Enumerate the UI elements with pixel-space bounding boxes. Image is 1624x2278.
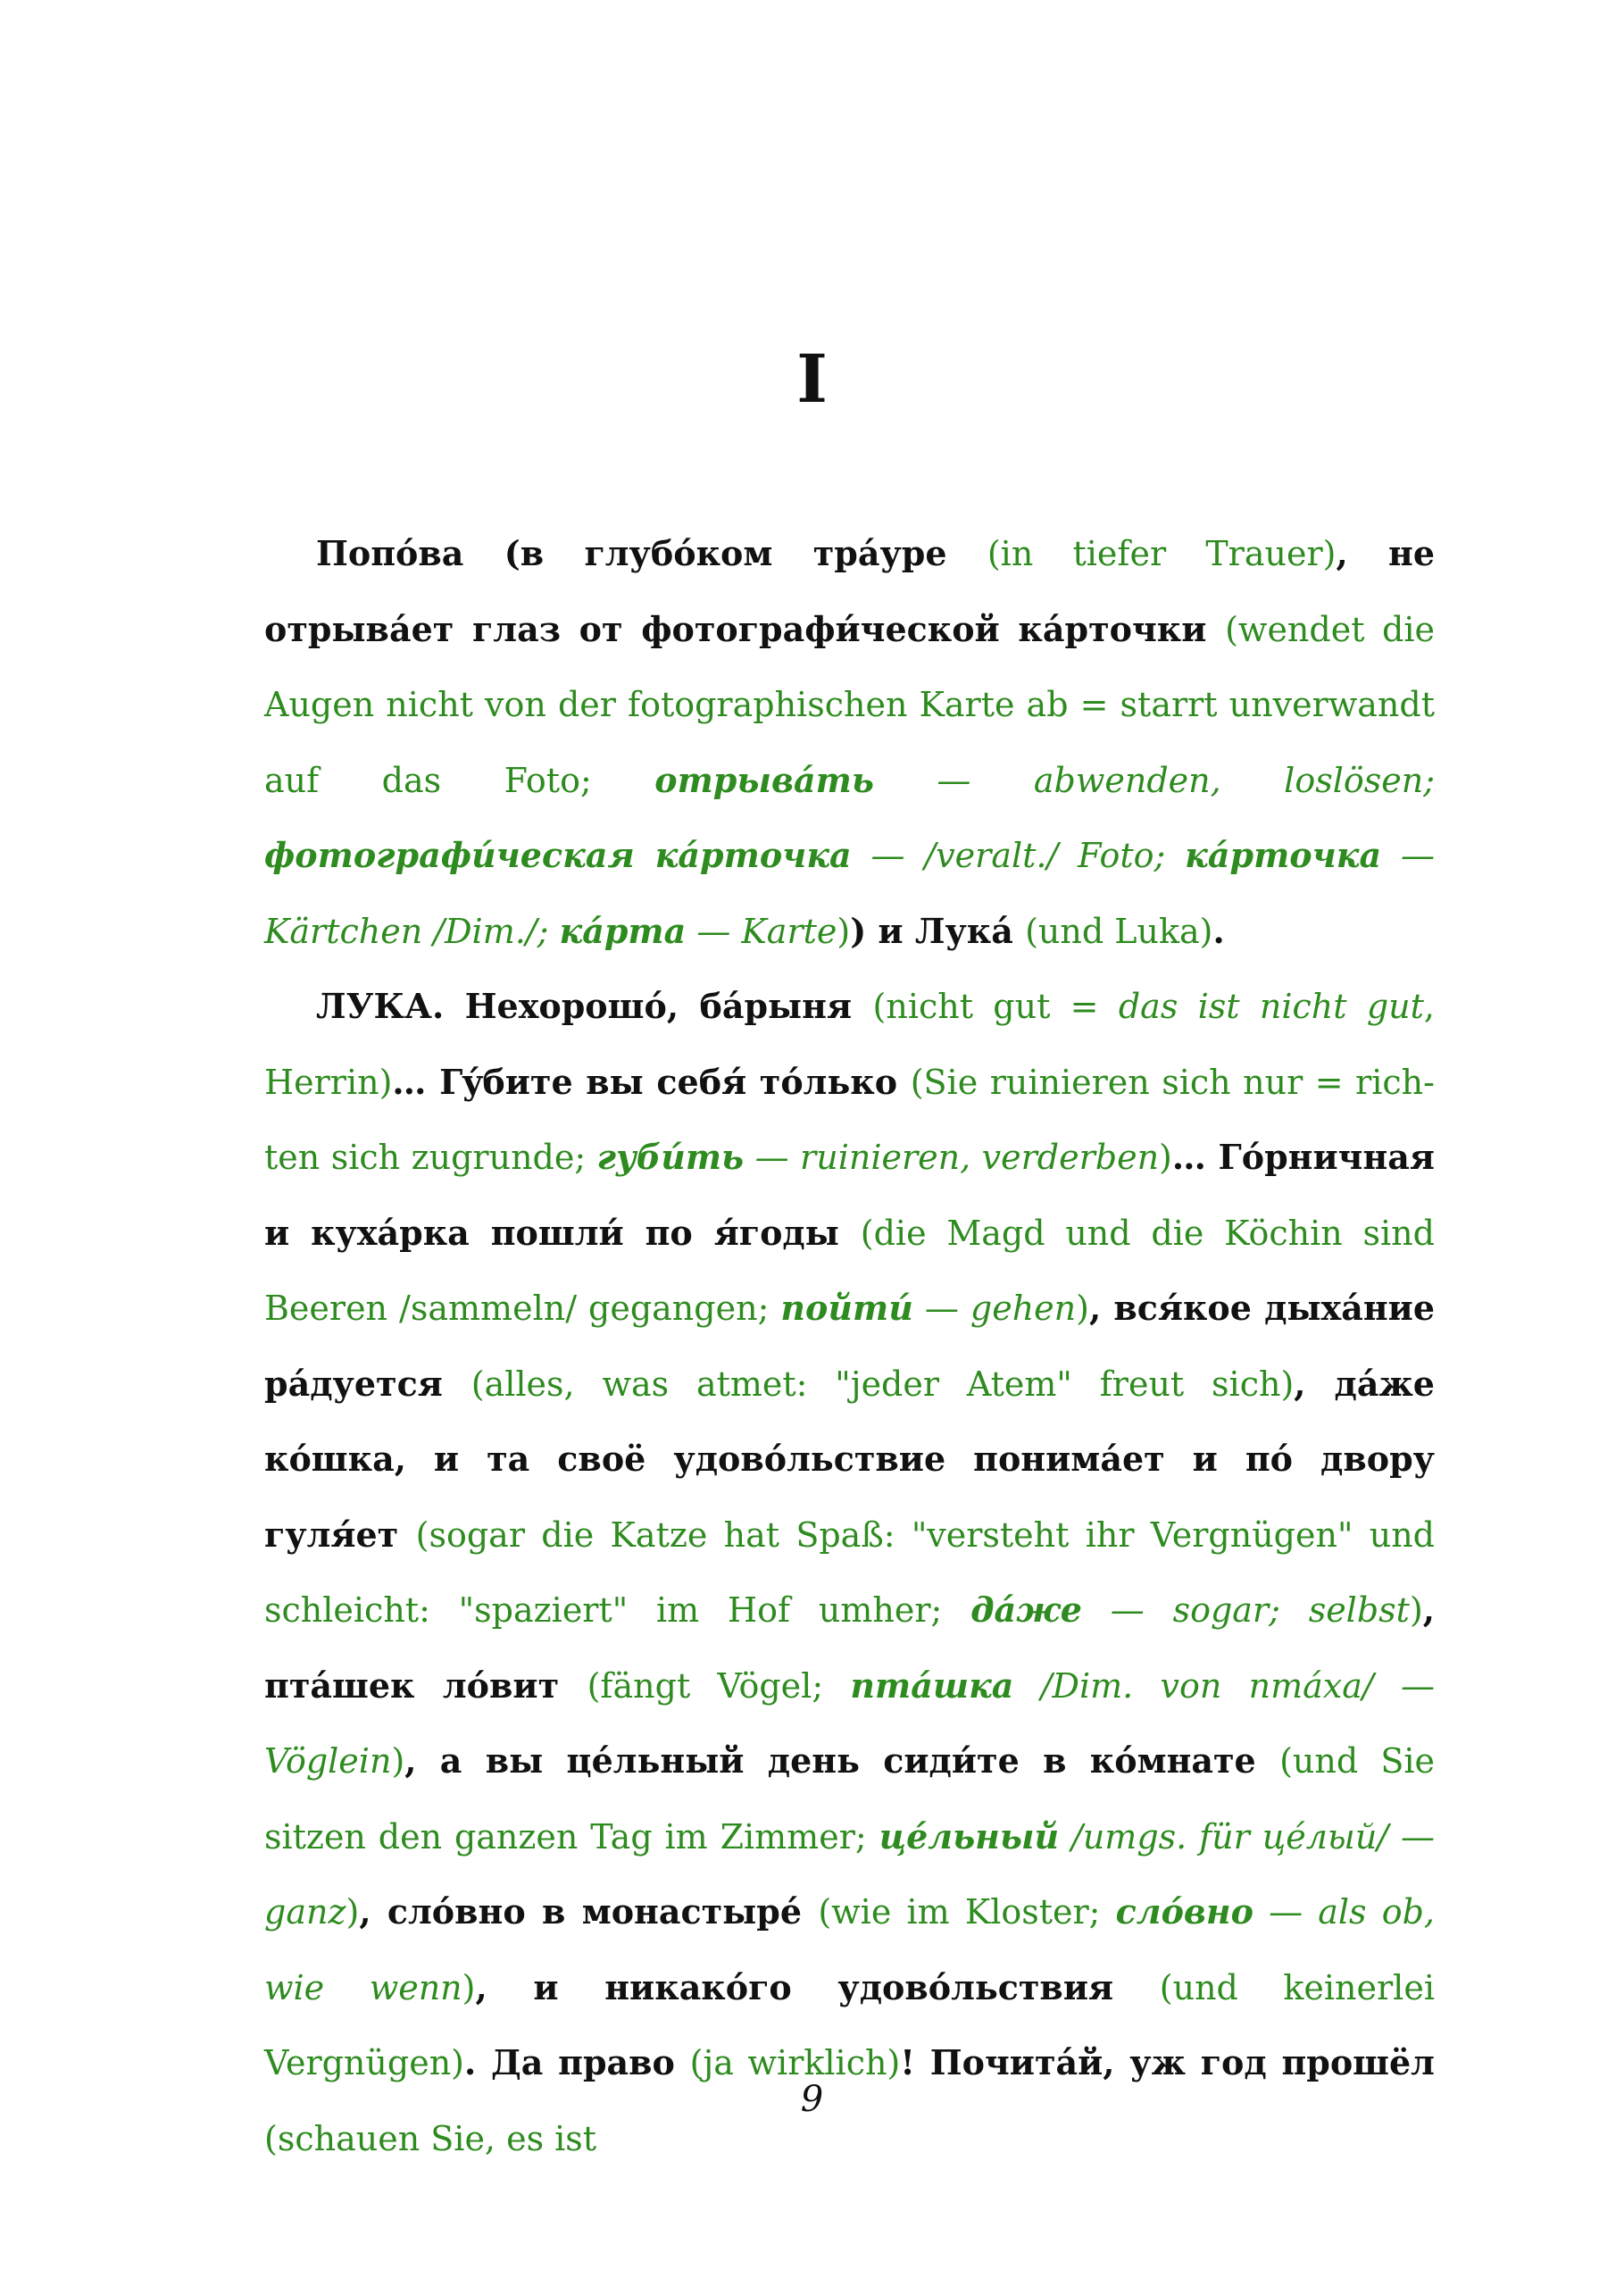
translation-text: — /veralt./ Foto;: [851, 836, 1186, 875]
russian-text: , вся́кое дыхáние рáдуется: [264, 1288, 1435, 1404]
translation-text: — Karte: [686, 911, 837, 951]
russian-text: , и никакóго удовóльствия: [475, 1966, 1160, 2007]
translation-text: — Kärtchen /Dim./;: [264, 836, 1435, 951]
translation-keyword: кáрточка: [1185, 835, 1382, 875]
chapter-heading: I: [796, 341, 828, 418]
translation-text: (fängt Vögel;: [587, 1665, 851, 1706]
translation-text: (und Sie sitzen den ganzen Tag im Zimmer;: [264, 1741, 1435, 1857]
translation-text: — als ob, wie wenn: [264, 1892, 1435, 2007]
translation-text: (Sie ruinieren sich nur = richten sich zugrunde;: [264, 1062, 1435, 1177]
translation-keyword: кáрта: [559, 910, 687, 951]
translation-text: — abwenden, loslösen;: [873, 760, 1435, 800]
russian-text: … Гýбите вы себя́ тóлько: [392, 1061, 911, 1102]
russian-text: , а вы цéльный день сиди́те в кóмнате: [404, 1740, 1280, 1781]
russian-text: , дáже кóшка, и та своё удовóльствие понимáет и пó двору гуля́ет: [264, 1363, 1435, 1555]
translation-keyword: пойти́: [780, 1288, 913, 1328]
translation-text: ): [346, 1892, 360, 1932]
russian-text: ) и Лукá: [850, 910, 1026, 951]
translation-keyword: цéльный: [879, 1815, 1060, 1857]
translation-text: (in tiefer Trauer): [987, 534, 1337, 573]
paragraph-luka: [264, 969, 1435, 2176]
translation-text: ): [1409, 1590, 1423, 1630]
russian-text: .: [1212, 910, 1225, 951]
text-block: [264, 516, 1435, 2176]
russian-text: , слóвно в монастырé: [359, 1891, 819, 1932]
translation-text: ): [462, 1967, 476, 2007]
translation-text: /Dim. von птáха/ — Vöglein: [264, 1665, 1436, 1781]
translation-text: (und Luka): [1025, 911, 1213, 951]
russian-text: . Да право: [464, 2042, 690, 2082]
translation-text: (wie im Kloster;: [818, 1892, 1116, 1932]
russian-text: ЛУКА. Нехорошó, бáрыня: [316, 986, 873, 1026]
russian-text: … Гóрничная и кухáрка пошли́ по я́годы: [264, 1137, 1435, 1253]
translation-text: (ja wirklich): [689, 2043, 901, 2082]
translation-keyword: губи́ть: [596, 1137, 745, 1177]
russian-text: Попóва (в глубóком трáуре: [316, 533, 987, 573]
translation-text: das ist nicht gut: [1118, 987, 1424, 1026]
translation-text: /umgs. für цéлый/ — ganz: [264, 1816, 1435, 1932]
translation-text: (nicht gut =: [872, 987, 1119, 1026]
translation-keyword: отрывáть: [654, 759, 874, 800]
paragraph-intro: [264, 516, 1435, 969]
translation-text: (und keinerlei Vergnügen): [264, 1967, 1435, 2082]
translation-text: (sogar die Katze hat Spaß: "versteht ihr Vergnügen" und schleicht: "spaziert" im Hof umher;: [264, 1514, 1435, 1630]
translation-keyword: фотографи́ческая кáрточка: [264, 835, 852, 875]
translation-text: , Herrin): [264, 987, 1436, 1102]
page-number: 9: [800, 2079, 824, 2120]
translation-text: ): [391, 1741, 405, 1781]
translation-text: — gehen: [912, 1289, 1077, 1328]
translation-keyword: дáже: [970, 1590, 1082, 1630]
translation-text: — ruinieren, verderben: [744, 1138, 1160, 1177]
translation-text: — sogar; selbst: [1081, 1590, 1410, 1630]
russian-text: , птáшек лóвит: [264, 1590, 1435, 1706]
translation-text: (schauen Sie, es ist: [264, 2118, 597, 2158]
translation-text: (die Magd und die Köchin sind Beeren /sammeln/ gegangen;: [264, 1213, 1435, 1328]
translation-text: ): [1159, 1138, 1172, 1177]
translation-text: ): [1076, 1289, 1089, 1328]
translation-text: (alles, was atmet: "jeder Atem" freut sich): [471, 1364, 1295, 1404]
translation-keyword: слóвно: [1115, 1891, 1253, 1932]
translation-keyword: птáшка: [850, 1665, 1014, 1706]
russian-text: , не отрывáет глаз от фотографи́ческой кáрточки: [264, 533, 1435, 649]
russian-text: ! Почитáй, уж год прошёл: [900, 2042, 1435, 2082]
translation-text: ): [837, 911, 851, 951]
translation-text: (wendet die Augen nicht von der fotographischen Karte ab = starrt unverwandt auf das Foto;: [264, 609, 1435, 800]
